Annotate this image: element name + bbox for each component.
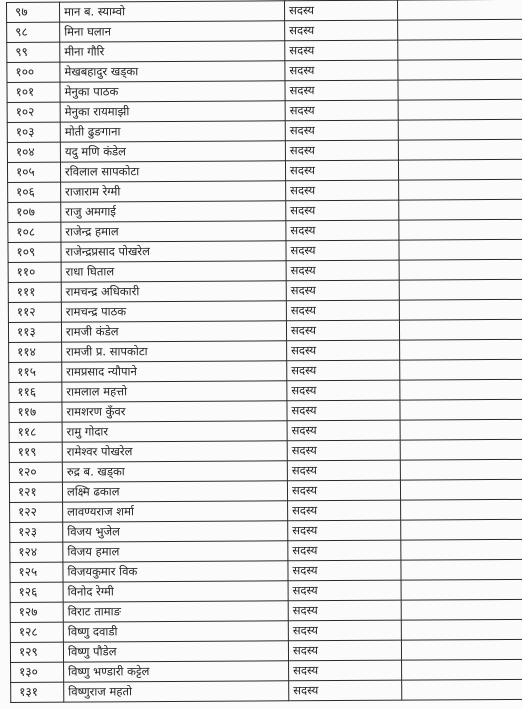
- empty-cell: [399, 259, 522, 280]
- member-name-cell: विष्णु पौडेल: [63, 641, 288, 662]
- empty-cell: [398, 139, 522, 160]
- member-name-cell: यदु मणि कंडेल: [60, 141, 285, 162]
- serial-number-cell: ११९: [9, 442, 62, 462]
- member-name-cell: लावण्यराज शर्मा: [63, 501, 288, 522]
- member-role-cell: सदस्य: [287, 340, 400, 361]
- member-table: [6, 0, 522, 703]
- member-role-cell: सदस्य: [288, 600, 401, 621]
- member-role-cell: सदस्य: [285, 40, 398, 61]
- member-name-cell: रामजी प्र. सापकोटा: [62, 341, 287, 362]
- member-role-cell: सदस्य: [287, 420, 400, 441]
- empty-cell: [402, 659, 522, 680]
- empty-cell: [399, 199, 522, 220]
- serial-number-cell: १००: [7, 62, 60, 82]
- serial-number-cell: १०८: [8, 222, 61, 242]
- empty-cell: [400, 459, 522, 480]
- member-name-cell: रामशरण कुँवर: [62, 401, 287, 422]
- serial-number-cell: १२१: [9, 482, 62, 502]
- empty-cell: [401, 619, 522, 640]
- member-role-cell: सदस्य: [289, 660, 402, 681]
- member-role-cell: सदस्य: [285, 20, 398, 41]
- member-table-body: [7, 0, 522, 702]
- serial-number-cell: ९९: [7, 42, 60, 62]
- member-role-cell: सदस्य: [288, 640, 401, 661]
- member-name-cell: मान ब. स्याम्वो: [60, 1, 285, 22]
- member-name-cell: रामु गोदार: [62, 421, 287, 442]
- empty-cell: [401, 559, 522, 580]
- member-name-cell: रुद्र ब. खड्का: [62, 461, 287, 482]
- serial-number-cell: १२३: [10, 522, 63, 542]
- member-name-cell: विराट तामाङ: [63, 601, 288, 622]
- member-name-cell: मेनुका पाठक: [60, 81, 285, 102]
- empty-cell: [398, 99, 522, 120]
- empty-cell: [400, 359, 522, 380]
- member-role-cell: सदस्य: [285, 60, 398, 81]
- member-name-cell: विष्णु दवाडी: [63, 621, 288, 642]
- member-role-cell: सदस्य: [287, 380, 400, 401]
- serial-number-cell: ९७: [7, 2, 60, 22]
- member-name-cell: रामचन्द्र पाठक: [61, 301, 286, 322]
- member-role-cell: सदस्य: [288, 520, 401, 541]
- empty-cell: [400, 479, 522, 500]
- member-name-cell: राजेन्द्रप्रसाद पोखरेल: [61, 241, 286, 262]
- member-role-cell: सदस्य: [285, 160, 398, 181]
- serial-number-cell: १३०: [11, 662, 64, 682]
- empty-cell: [401, 579, 522, 600]
- empty-cell: [397, 0, 522, 20]
- serial-number-cell: ९८: [7, 22, 60, 42]
- serial-number-cell: १११: [8, 282, 61, 302]
- serial-number-cell: १२४: [10, 542, 63, 562]
- serial-number-cell: १२७: [10, 602, 63, 622]
- member-name-cell: राधा घिताल: [61, 261, 286, 282]
- member-role-cell: सदस्य: [287, 460, 400, 481]
- table-row: [11, 679, 522, 702]
- serial-number-cell: ११०: [8, 262, 61, 282]
- serial-number-cell: ११२: [8, 302, 61, 322]
- empty-cell: [400, 439, 522, 460]
- member-role-cell: सदस्य: [284, 0, 397, 21]
- empty-cell: [399, 239, 522, 260]
- member-role-cell: सदस्य: [288, 500, 401, 521]
- serial-number-cell: १०३: [7, 122, 60, 142]
- member-name-cell: राजाराम रेग्मी: [61, 181, 286, 202]
- member-name-cell: राजु अमगाई: [61, 201, 286, 222]
- member-name-cell: मिना घलान: [60, 21, 285, 42]
- member-role-cell: सदस्य: [288, 620, 401, 641]
- member-role-cell: सदस्य: [285, 100, 398, 121]
- member-name-cell: रामेश्वर पोखरेल: [62, 441, 287, 462]
- member-role-cell: सदस्य: [287, 360, 400, 381]
- empty-cell: [401, 599, 522, 620]
- empty-cell: [400, 399, 522, 420]
- serial-number-cell: १०४: [7, 142, 60, 162]
- empty-cell: [400, 419, 522, 440]
- member-role-cell: सदस्य: [287, 440, 400, 461]
- member-role-cell: सदस्य: [285, 80, 398, 101]
- serial-number-cell: १२९: [10, 642, 63, 662]
- member-name-cell: विष्णु भण्डारी कट्टेल: [64, 661, 289, 682]
- empty-cell: [399, 279, 522, 300]
- empty-cell: [399, 319, 522, 340]
- member-name-cell: रामचन्द्र अधिकारी: [61, 281, 286, 302]
- member-role-cell: सदस्य: [287, 480, 400, 501]
- member-role-cell: सदस्य: [288, 540, 401, 561]
- member-role-cell: सदस्य: [285, 140, 398, 161]
- member-role-cell: सदस्य: [285, 120, 398, 141]
- empty-cell: [398, 119, 522, 140]
- serial-number-cell: १२६: [10, 582, 63, 602]
- member-name-cell: रविलाल सापकोटा: [60, 161, 285, 182]
- member-name-cell: लक्ष्मि ढकाल: [62, 481, 287, 502]
- member-role-cell: सदस्य: [286, 200, 399, 221]
- serial-number-cell: १२५: [10, 562, 63, 582]
- empty-cell: [401, 519, 522, 540]
- member-name-cell: विनोद रेग्मी: [63, 581, 288, 602]
- serial-number-cell: ११४: [9, 342, 62, 362]
- serial-number-cell: ११७: [9, 402, 62, 422]
- member-role-cell: सदस्य: [288, 560, 401, 581]
- empty-cell: [400, 339, 522, 360]
- member-name-cell: मेखबहादुर खड्का: [60, 61, 285, 82]
- member-role-cell: सदस्य: [286, 320, 399, 341]
- empty-cell: [398, 19, 522, 40]
- empty-cell: [399, 179, 522, 200]
- empty-cell: [398, 159, 522, 180]
- empty-cell: [400, 379, 522, 400]
- member-name-cell: मीना गौरि: [60, 41, 285, 62]
- serial-number-cell: १०६: [8, 182, 61, 202]
- member-name-cell: मेनुका रायमाझी: [60, 101, 285, 122]
- member-role-cell: सदस्य: [286, 220, 399, 241]
- serial-number-cell: १२२: [10, 502, 63, 522]
- serial-number-cell: ११३: [8, 322, 61, 342]
- member-name-cell: विजय हमाल: [63, 541, 288, 562]
- empty-cell: [398, 59, 522, 80]
- empty-cell: [399, 219, 522, 240]
- member-name-cell: विजयकुमार विक: [63, 561, 288, 582]
- member-role-cell: सदस्य: [286, 240, 399, 261]
- empty-cell: [402, 679, 522, 700]
- serial-number-cell: १३१: [11, 682, 64, 702]
- empty-cell: [399, 299, 522, 320]
- serial-number-cell: ११५: [9, 362, 62, 382]
- serial-number-cell: १०५: [7, 162, 60, 182]
- serial-number-cell: १०९: [8, 242, 61, 262]
- serial-number-cell: १२८: [10, 622, 63, 642]
- member-role-cell: सदस्य: [286, 280, 399, 301]
- member-name-cell: रामप्रसाद न्यौपाने: [62, 361, 287, 382]
- member-name-cell: रामलाल महत्तो: [62, 381, 287, 402]
- member-role-cell: सदस्य: [288, 580, 401, 601]
- member-role-cell: सदस्य: [287, 400, 400, 421]
- serial-number-cell: १०१: [7, 82, 60, 102]
- empty-cell: [401, 539, 522, 560]
- empty-cell: [398, 79, 522, 100]
- empty-cell: [401, 639, 522, 660]
- member-name-cell: मोती ढुङगाना: [60, 121, 285, 142]
- member-name-cell: विष्णुराज महतो: [64, 681, 289, 702]
- serial-number-cell: १२०: [9, 462, 62, 482]
- member-name-cell: रामजी कंडेल: [61, 321, 286, 342]
- empty-cell: [401, 499, 522, 520]
- serial-number-cell: १०२: [7, 102, 60, 122]
- member-name-cell: राजेन्द्र हमाल: [61, 221, 286, 242]
- empty-cell: [398, 39, 522, 60]
- member-name-cell: विजय भुजेल: [63, 521, 288, 542]
- member-role-cell: सदस्य: [286, 300, 399, 321]
- serial-number-cell: ११६: [9, 382, 62, 402]
- member-role-cell: सदस्य: [286, 260, 399, 281]
- member-role-cell: सदस्य: [289, 680, 402, 701]
- serial-number-cell: १०७: [8, 202, 61, 222]
- member-role-cell: सदस्य: [286, 180, 399, 201]
- serial-number-cell: ११८: [9, 422, 62, 442]
